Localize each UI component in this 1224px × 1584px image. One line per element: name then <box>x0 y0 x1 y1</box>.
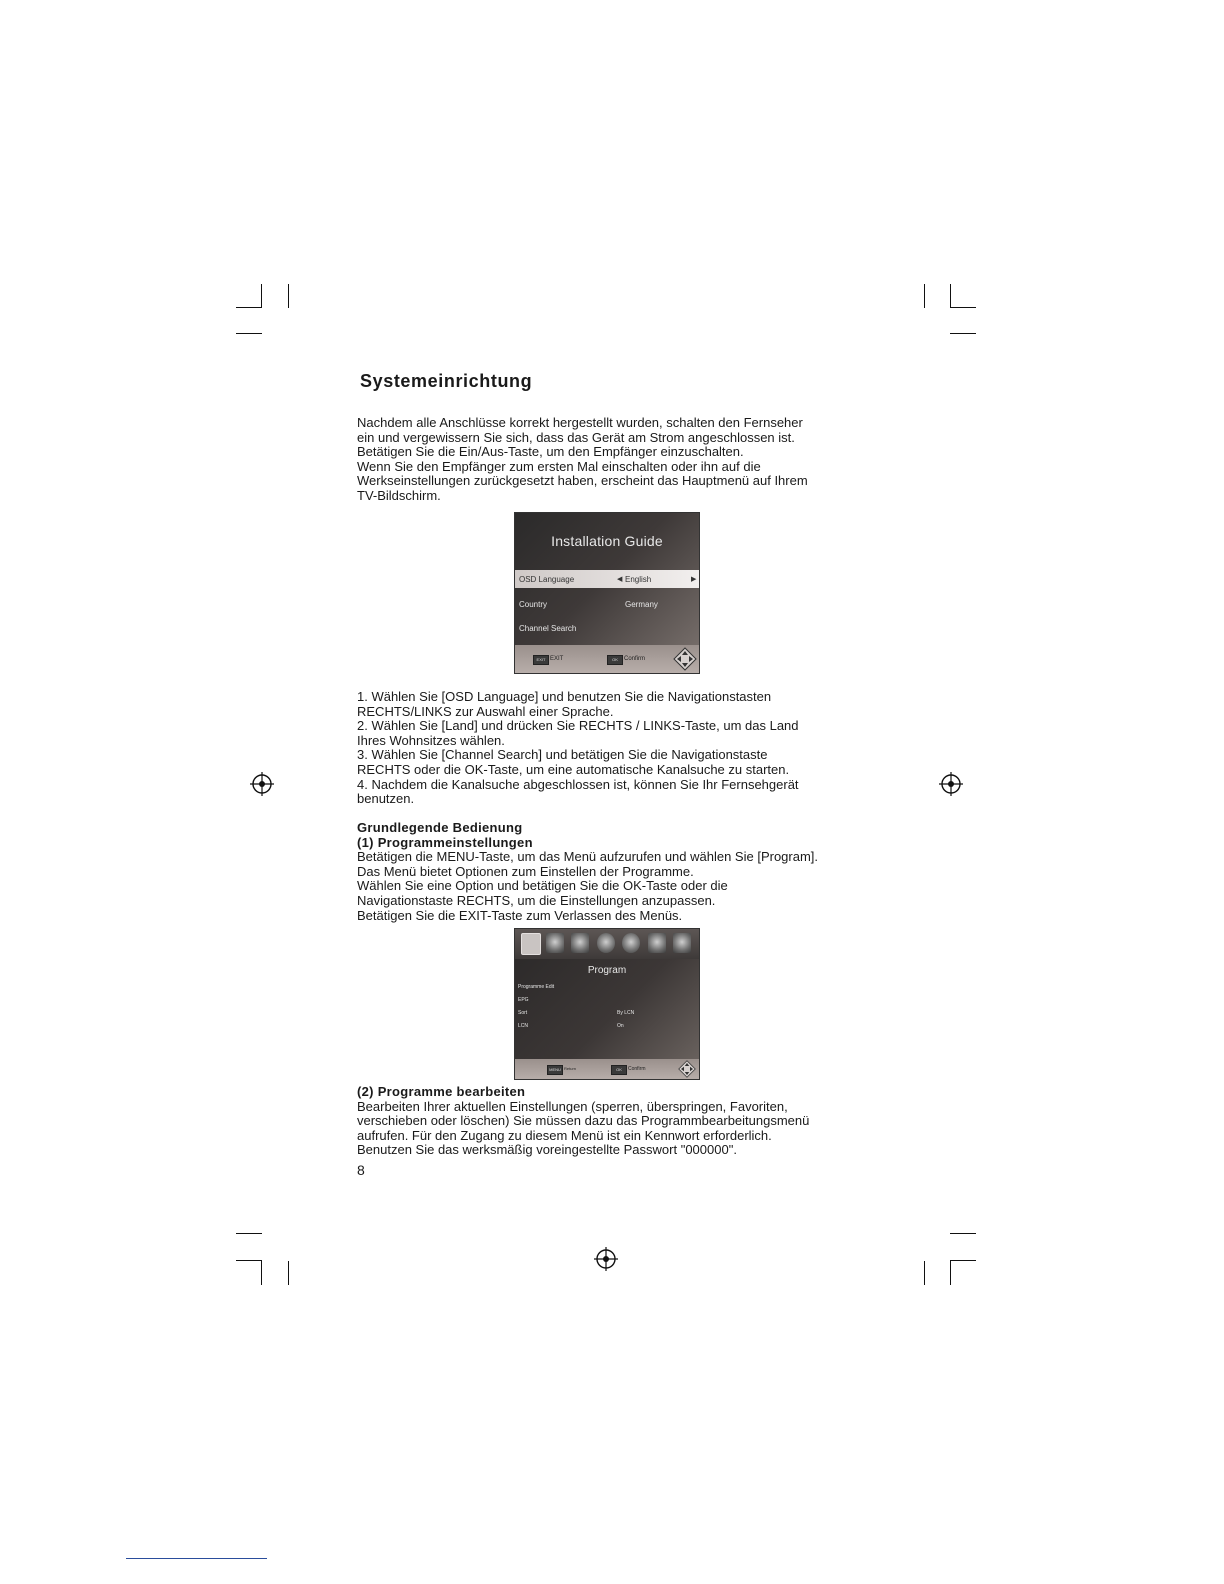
crop-mark <box>950 1260 976 1261</box>
row-label: OSD Language <box>519 575 575 584</box>
crop-mark <box>924 1261 925 1285</box>
page-number: 8 <box>357 1162 365 1178</box>
step-line: 3. Wählen Sie [Channel Search] und betätigen Sie die Navigationstaste <box>357 747 768 763</box>
exit-key-icon: EXIT <box>533 655 549 665</box>
crop-mark <box>950 1260 951 1285</box>
edit-paragraph <box>357 1100 877 1158</box>
edit-line: Bearbeiten Ihrer aktuellen Einstellungen (sperren, überspringen, Favoriten, <box>357 1098 788 1114</box>
picture-menu-icon[interactable] <box>546 933 564 953</box>
step-line: 1. Wählen Sie [OSD Language] und benutzen Sie die Navigationstasten <box>357 689 772 704</box>
program-line: Wählen Sie eine Option und betätigen Sie die OK-Taste oder die <box>357 878 728 894</box>
step-line: Ihres Wohnsitzes wählen. <box>357 732 505 748</box>
section-heading: Grundlegende Bedienung <box>357 820 523 835</box>
page-title: Systemeinrichtung <box>360 371 533 391</box>
step-line: benutzen. <box>357 791 415 807</box>
program-menu-screen <box>514 928 700 1080</box>
menu-icon-bar <box>515 929 699 959</box>
step-line: RECHTS/LINKS zur Auswahl einer Sprache. <box>357 703 614 719</box>
crop-mark <box>261 1260 262 1285</box>
installation-guide-screen <box>514 512 700 674</box>
ok-key-icon: OK <box>607 655 623 665</box>
row-value: Germany <box>625 600 658 609</box>
ok-key-icon: OK <box>611 1065 627 1075</box>
crop-mark <box>261 284 262 308</box>
program-line: Betätigen die MENU-Taste, um das Menü aufzurufen und wählen Sie [Program]. <box>357 849 819 865</box>
program-line: Navigationstaste RECHTS, um die Einstellungen anzupassen. <box>357 892 716 908</box>
confirm-label: Confirm <box>628 1066 646 1072</box>
registration-mark-icon <box>594 1247 618 1271</box>
time-menu-icon[interactable] <box>597 933 615 953</box>
subsection-heading: (1) Programmeinstellungen <box>357 834 533 850</box>
search-menu-icon[interactable] <box>571 933 589 953</box>
crop-mark <box>950 307 976 308</box>
menu-item-value: On <box>617 1023 624 1029</box>
intro-line: Betätigen Sie die Ein/Aus-Taste, um den Empfänger einzuschalten. <box>357 444 744 460</box>
arrow-right-icon: ▶ <box>691 576 697 583</box>
screen-title: Installation Guide <box>551 533 663 549</box>
row-label: Channel Search <box>519 624 577 633</box>
menu-key-icon: MENU <box>547 1065 563 1075</box>
program-paragraph <box>357 850 877 923</box>
basic-operation-section <box>357 821 877 923</box>
menu-item-epg[interactable]: EPG <box>518 997 529 1003</box>
menu-item-sort[interactable]: Sort <box>518 1010 528 1016</box>
edit-line: aufrufen. Für den Zugang zu diesem Menü ist ein Kennwort erforderlich. <box>357 1127 772 1143</box>
menu-item-value: By LCN <box>617 1010 635 1016</box>
screen-title: Program <box>587 965 627 976</box>
option-menu-icon[interactable] <box>622 933 640 953</box>
programme-edit-section <box>357 1085 877 1158</box>
edit-line: verschieben oder löschen) Sie müssen dazu das Programmbearbeitungsmenü <box>357 1113 810 1129</box>
arrow-left-icon: ◀ <box>617 576 623 583</box>
screen-footer <box>515 645 699 673</box>
menu-item-programme-edit[interactable]: Programme Edit <box>518 984 555 990</box>
subsection-heading: (2) Programme bearbeiten <box>357 1084 526 1099</box>
step-line: 2. Wählen Sie [Land] und drücken Sie RECHTS / LINKS-Taste, um das Land <box>357 718 799 734</box>
intro-paragraph <box>357 416 877 504</box>
intro-line: Werkseinstellungen zurückgesetzt haben, erscheint das Hauptmenü auf Ihrem <box>357 473 808 489</box>
intro-line: Wenn Sie den Empfänger zum ersten Mal einschalten oder ihn auf die <box>357 458 761 474</box>
osd-language-row[interactable] <box>515 570 699 588</box>
program-menu-icon[interactable] <box>521 933 541 955</box>
crop-mark <box>950 333 976 334</box>
screen-footer <box>515 1059 699 1079</box>
step-line: 4. Nachdem die Kanalsuche abgeschlossen ist, können Sie Ihr Fernsehgerät <box>357 776 799 792</box>
system-menu-icon[interactable] <box>648 933 666 953</box>
row-label: Country <box>519 600 548 609</box>
crop-mark <box>236 1233 262 1234</box>
crop-mark <box>950 1233 976 1234</box>
edit-line: Benutzen Sie das werksmäßig voreingestellte Passwort "000000". <box>357 1142 737 1158</box>
country-row[interactable] <box>515 595 699 613</box>
exit-label: EXIT <box>550 656 564 662</box>
intro-line: Nachdem alle Anschlüsse korrekt hergestellt wurden, schalten den Fernseher <box>357 415 803 430</box>
registration-mark-icon <box>939 772 963 796</box>
crop-mark <box>924 284 925 308</box>
crop-mark <box>950 284 951 308</box>
steps-paragraph <box>357 690 877 807</box>
intro-line: ein und vergewissern Sie sich, dass das Gerät am Strom angeschlossen ist. <box>357 429 795 445</box>
crop-mark <box>236 333 262 334</box>
crop-mark <box>236 1260 262 1261</box>
crop-mark <box>288 1261 289 1285</box>
intro-line: TV-Bildschirm. <box>357 487 441 503</box>
usb-menu-icon[interactable] <box>673 933 691 953</box>
menu-item-lcn[interactable]: LCN <box>518 1023 529 1029</box>
navigation-pad-icon <box>673 647 697 671</box>
confirm-label: Confirm <box>624 656 646 662</box>
row-value: English <box>625 575 652 584</box>
navigation-pad-icon <box>678 1060 696 1078</box>
return-label: Return <box>564 1066 577 1071</box>
registration-mark-icon <box>250 772 274 796</box>
program-line: Betätigen Sie die EXIT-Taste zum Verlassen des Menüs. <box>357 907 683 923</box>
footer-rule <box>126 1558 267 1559</box>
crop-mark <box>288 284 289 308</box>
step-line: RECHTS oder die OK-Taste, um eine automatische Kanalsuche zu starten. <box>357 761 790 777</box>
channel-search-row[interactable] <box>515 619 699 637</box>
crop-mark <box>236 307 262 308</box>
program-line: Das Menü bietet Optionen zum Einstellen der Programme. <box>357 863 694 879</box>
